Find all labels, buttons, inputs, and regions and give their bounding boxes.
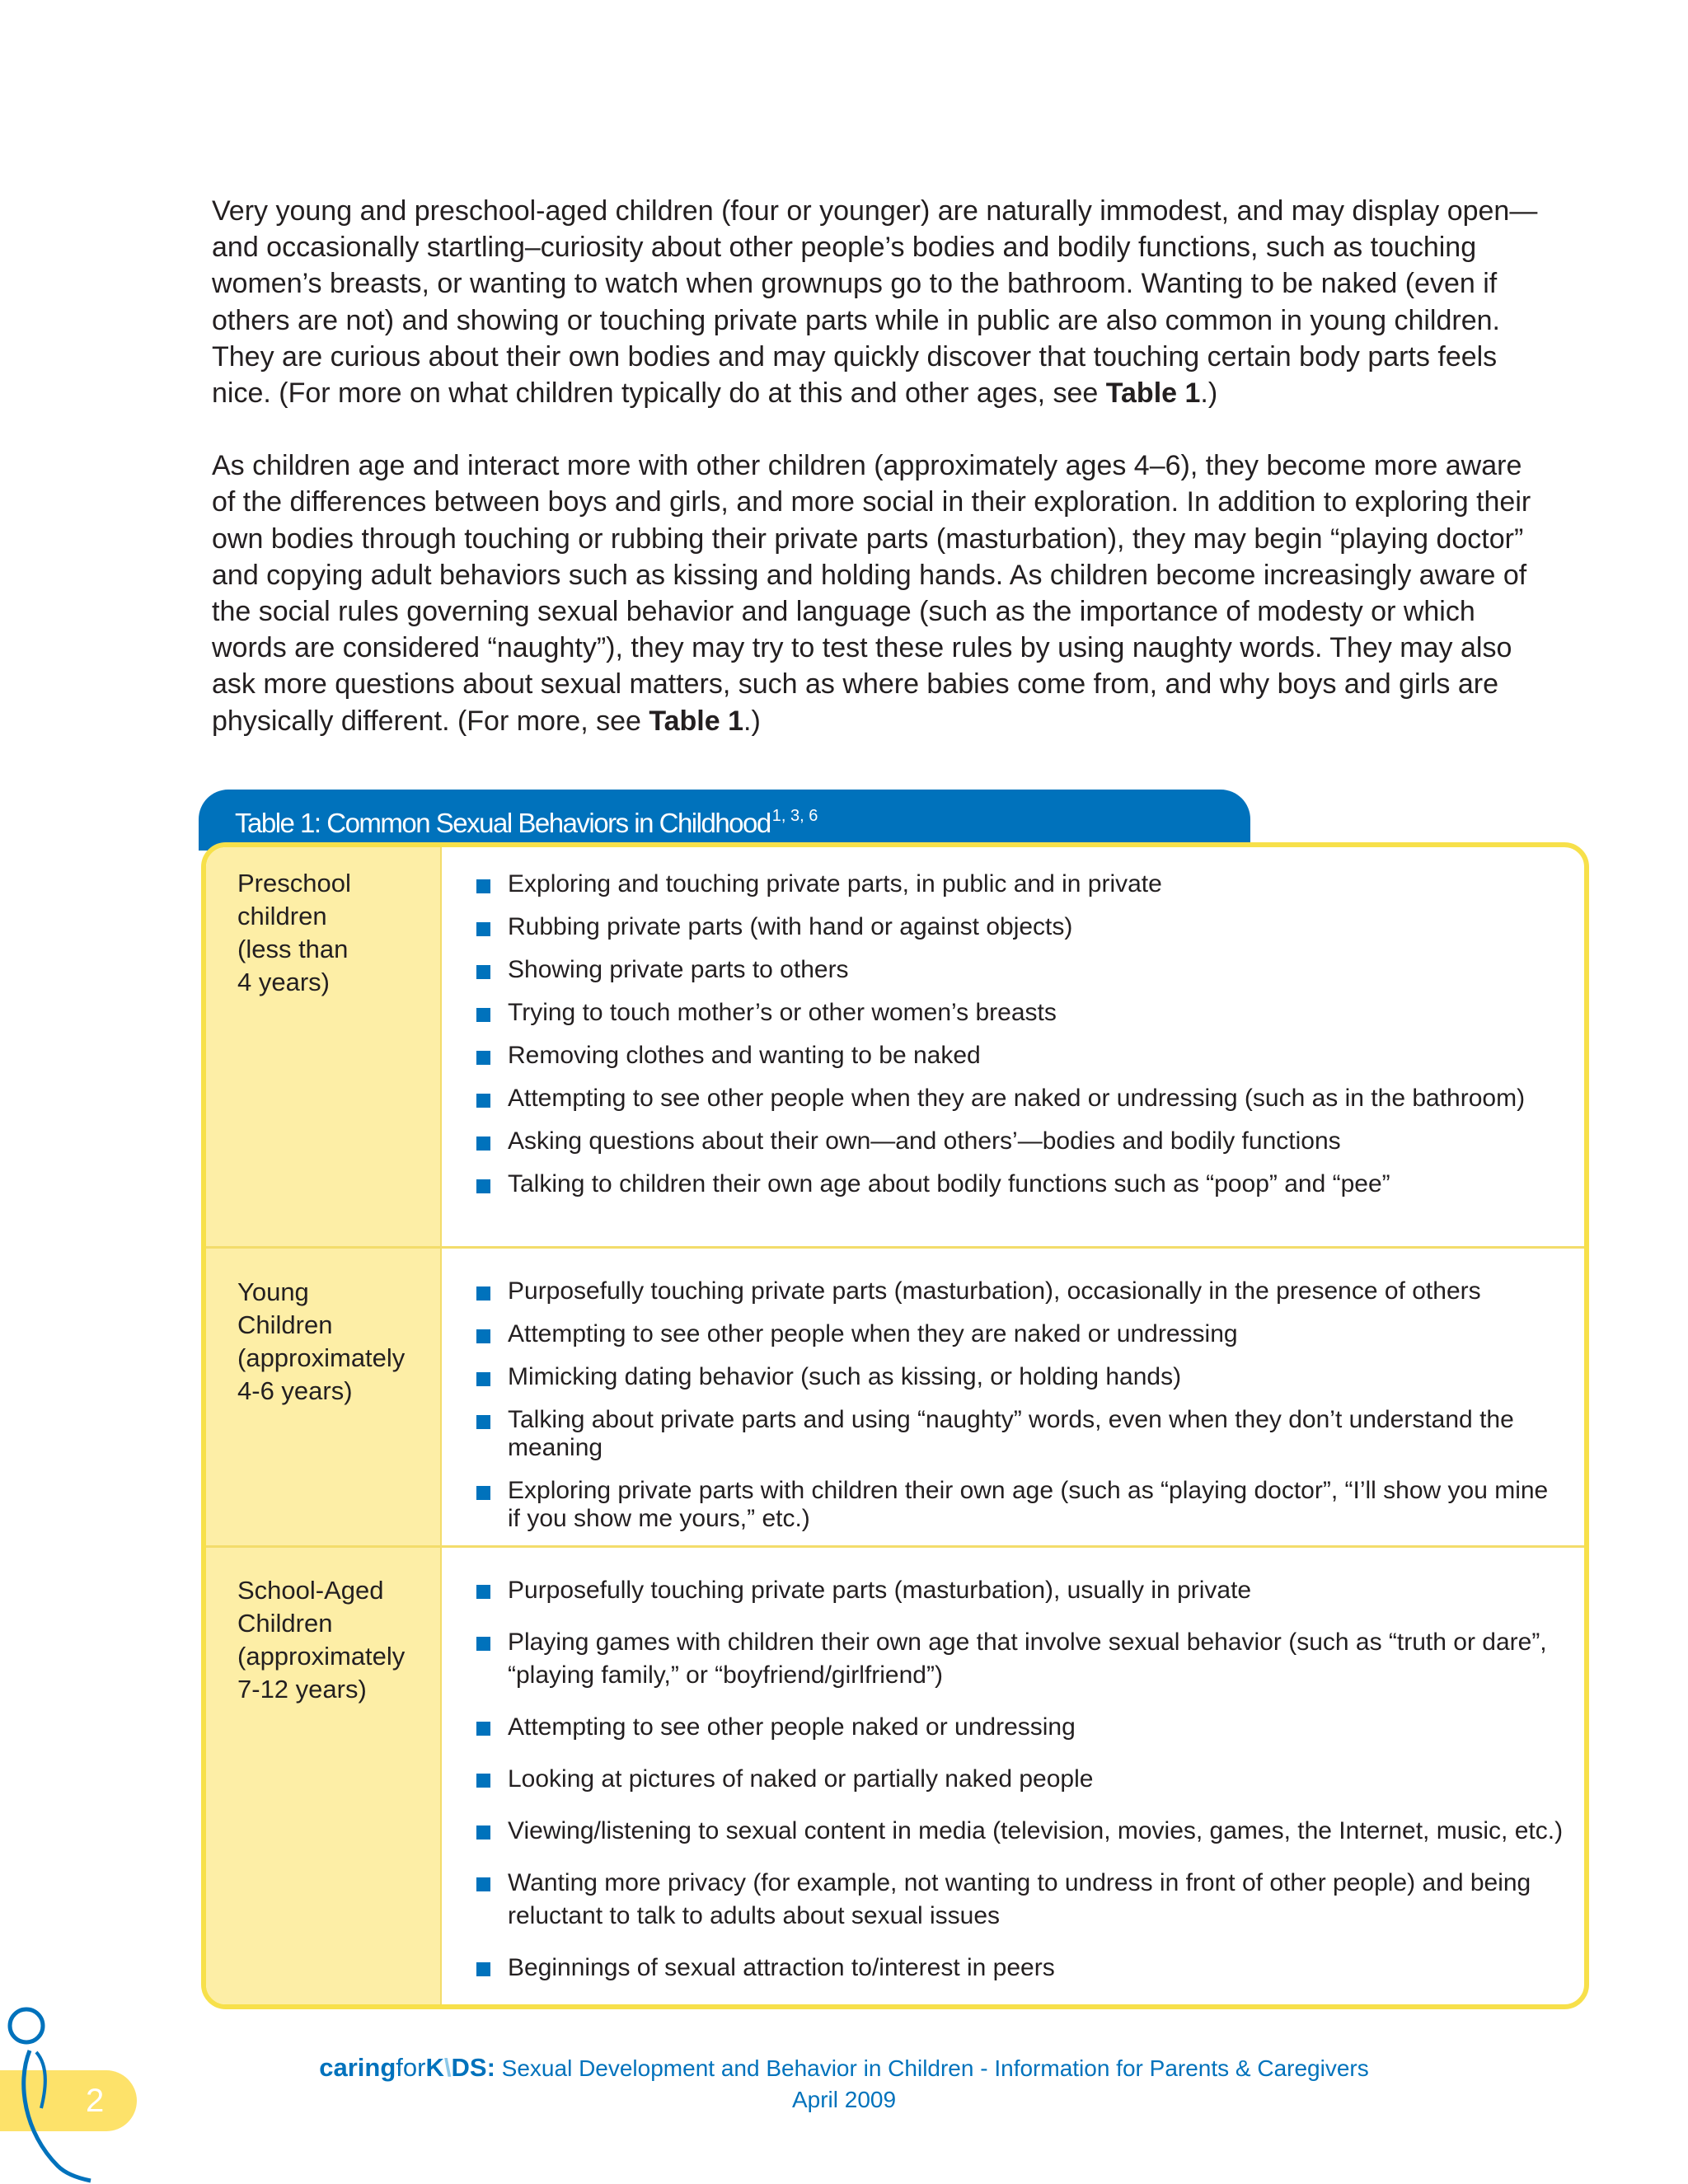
bullet-square-icon [476,1774,490,1788]
list-item: Beginnings of sexual attraction to/interest in peers [476,1952,1564,1985]
list-item: Attempting to see other people when they are naked or undressing (such as in the bathroom) [476,1085,1564,1113]
list-item: Playing games with children their own age that involve sexual behavior (such as “truth or dare”, “playing family,” or “boyfriend/girlfriend”) [476,1626,1564,1692]
age-group-young-children [237,1276,435,1408]
footer-title [0,2052,1688,2084]
bullet-square-icon [476,1094,490,1108]
age-line: 7-12 years) [237,1675,367,1704]
bullet-square-icon [476,1585,490,1599]
age-line: Children [237,1609,333,1638]
list-item: Mimicking dating behavior (such as kissing, or holding hands) [476,1363,1564,1391]
list-item: Looking at pictures of naked or partially naked people [476,1763,1564,1796]
footer [0,2052,1688,2116]
list-item: Attempting to see other people when they are naked or undressing [476,1320,1564,1348]
behaviors-table [201,842,1589,2009]
list-item: Removing clothes and wanting to be naked [476,1042,1564,1070]
behavior-list-preschool [476,870,1564,1213]
bullet-square-icon [476,1179,490,1193]
list-item: Showing private parts to others [476,956,1564,984]
bullet-square-icon [476,1051,490,1065]
list-item: Asking questions about their own—and others’—bodies and bodily functions [476,1127,1564,1155]
page-number: 2 [86,2083,105,2119]
list-item: Purposefully touching private parts (masturbation), occasionally in the presence of others [476,1277,1564,1305]
bullet-square-icon [476,1722,490,1736]
bullet-square-icon [476,1372,490,1386]
age-line: (approximately [237,1343,406,1372]
caring-for-kids-logo: caringforK\DS: [319,2053,495,2082]
bullet-square-icon [476,1415,490,1429]
list-item: Purposefully touching private parts (masturbation), usually in private [476,1574,1564,1607]
bullet-square-icon [476,1286,490,1301]
bullet-square-icon [476,922,490,936]
intro-text [212,193,1547,776]
age-line: (less than [237,935,349,963]
intro-paragraph-1: Very young and preschool-aged children (four or younger) are naturally immodest, and may display open—and occasionally startling–curiosity about other people’s bodies and bodily functions, such as touching women’s breasts, or wanting to watch when grownups go to the bathroom. Wanting to be naked (even if others are not) and showing or touching private parts while in public are also common in young children. They are curious about their own bodies and may quickly discover that touching certain body parts feels nice. (For more on what children typically do at this and other ages, see Table 1.) [212,195,1538,410]
table-title-references: 1, 3, 6 [771,807,818,825]
bullet-square-icon [476,1637,490,1651]
table-title: Table 1: Common Sexual Behaviors in Childhood $^{1, 3, 6}$ [235,807,818,838]
age-line: Young [237,1277,309,1306]
bullet-square-icon [476,1877,490,1891]
bullet-square-icon [476,1962,490,1976]
list-item: Talking to children their own age about bodily functions such as “poop” and “pee” [476,1170,1564,1198]
bullet-square-icon [476,1008,490,1022]
list-item: Exploring private parts with children their own age (such as “playing doctor”, “I’ll show you mine if you show me yours,” etc.) [476,1477,1564,1533]
intro-paragraph-2: As children age and interact more with other children (approximately ages 4–6), they become more aware of the differences between boys and girls, and more social in their exploration. In addition to exploring their own bodies through touching or rubbing their private parts (masturbation), they may begin “playing doctor” and copying adult behaviors such as kissing and holding hands. As children become increasingly aware of the social rules governing sexual behavior and language (such as the importance of modesty or which words are considered “naughty”), they may try to test these rules by using naughty words. They may also ask more questions about sexual matters, such as where babies come from, and why boys and girls are physically different. (For more, see Table 1.) [212,450,1531,737]
behavior-list-school-aged [476,1574,1564,2004]
bullet-square-icon [476,1137,490,1151]
row-divider [206,1246,1584,1249]
age-line: 4-6 years) [237,1376,353,1405]
age-line: (approximately [237,1642,406,1671]
list-item: Rubbing private parts (with hand or against objects) [476,913,1564,941]
bullet-square-icon [476,965,490,979]
age-group-school-aged [237,1574,435,1706]
age-line: 4 years) [237,968,330,996]
list-item: Viewing/listening to sexual content in media (television, movies, games, the Internet, music, etc.) [476,1815,1564,1848]
list-item: Wanting more privacy (for example, not wanting to undress in front of other people) and being reluctant to talk to adults about sexual issues [476,1867,1564,1933]
bullet-square-icon [476,1825,490,1840]
age-line: children [237,902,327,930]
list-item: Exploring and touching private parts, in public and in private [476,870,1564,898]
bullet-square-icon [476,1486,490,1500]
age-line: School-Aged [237,1576,384,1605]
footer-date: April 2009 [791,2087,897,2112]
bullet-square-icon [476,879,490,893]
behavior-list-young-children [476,1277,1564,1548]
list-item: Talking about private parts and using “naughty” words, even when they don’t understand the meaning [476,1406,1564,1462]
footer-subtitle: Sexual Development and Behavior in Children - Information for Parents & Caregivers [495,2055,1369,2081]
age-line: Preschool [237,869,351,898]
bullet-square-icon [476,1329,490,1343]
age-group-preschool [237,867,435,999]
list-item: Attempting to see other people naked or undressing [476,1711,1564,1744]
age-column [206,847,442,2004]
age-line: Children [237,1310,333,1339]
list-item: Trying to touch mother’s or other women’s breasts [476,999,1564,1027]
